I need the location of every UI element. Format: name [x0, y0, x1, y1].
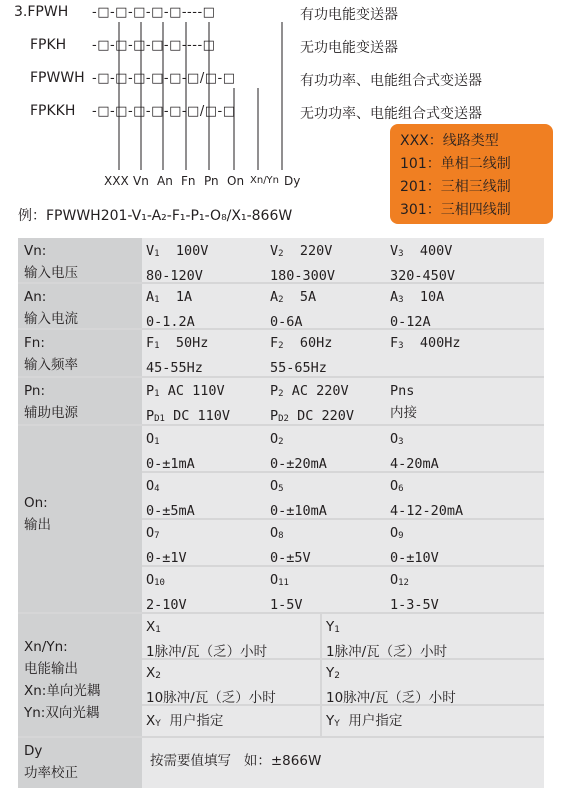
row-head-xn: Xn/Yn: 电能输出 Xn:单向光耦 Yn:双向光耦: [18, 614, 142, 736]
fn-cell-3: F3 400Hz: [386, 330, 544, 376]
row-head-pn: Pn: 辅助电源: [18, 378, 142, 424]
vn-label-cn: 输入电压: [24, 265, 78, 281]
field-xnyn: Xn/Yn: [250, 175, 280, 186]
xn-cell-y2: Y2 10脉冲/瓦（乏）小时: [322, 660, 544, 704]
model-code-fpkh: -□-□-□-□-□----□: [92, 38, 216, 53]
model-desc-fpkh: 无功电能变送器: [300, 40, 398, 56]
model-desc-fpwwh: 有功功率、电能组合式变送器: [300, 73, 482, 89]
model-name-fpwh: 3.FPWH: [14, 4, 69, 20]
on-cell-8: O8 0-±5V: [266, 520, 386, 565]
field-pn: Pn: [204, 174, 219, 188]
an-cell-1: A1 1A 0-1.2A: [142, 284, 266, 328]
example-model: 例：FPWWH201-V₁-A₂-F₁-P₁-O₈/X₁-866W: [18, 208, 293, 224]
pn-cell-1: P1 AC 110V PD1 DC 110V: [142, 378, 266, 424]
row-head-an: An: 输入电流: [18, 284, 142, 328]
field-on: On: [227, 174, 245, 188]
on-cell-3: O3 4-20mA: [386, 426, 544, 471]
on-cell-4: O4 0-±5mA: [142, 473, 266, 518]
on-cell-6: O6 4-12-20mA: [386, 473, 544, 518]
model-name-fpkkh: FPKKH: [30, 103, 76, 119]
xn-cell-xy: XY 用户指定: [142, 706, 320, 736]
legend-201: 201：三相三线制: [400, 179, 511, 195]
vn-cell-2: V2 220V 180-300V: [266, 238, 386, 282]
xn-cell-y1: Y1 1脉冲/瓦（乏）小时: [322, 614, 544, 658]
line-type-legend: [390, 124, 553, 224]
field-an: An: [157, 174, 173, 188]
dy-cell: 按需要值填写 如：±866W: [142, 738, 544, 788]
vn-cell-1: V1 100V 80-120V: [142, 238, 266, 282]
pn-cell-3: Pns 内接: [386, 378, 544, 424]
model-code-fpwwh: -□-□-□-□-□-□/□-□: [92, 71, 236, 86]
fn-cell-2: F2 60Hz 55-65Hz: [266, 330, 386, 376]
vn-cell-3: V3 400V 320-450V: [386, 238, 544, 282]
row-head-vn: [18, 238, 142, 282]
model-desc-fpkkh: 无功功率、电能组合式变送器: [300, 106, 482, 122]
pn-cell-2: P2 AC 220V PD2 DC 220V: [266, 378, 386, 424]
model-code-fpwh: -□-□-□-□-□----□: [92, 5, 216, 20]
model-code-fpkkh: -□-□-□-□-□-□/□-□: [92, 104, 236, 119]
field-dy: Dy: [284, 174, 301, 188]
row-head-on: On: 输出: [18, 426, 142, 612]
an-cell-3: A3 10A 0-12A: [386, 284, 544, 328]
on-cell-5: O5 0-±10mA: [266, 473, 386, 518]
legend-301: 301：三相四线制: [400, 202, 511, 218]
on-cell-9: O9 0-±10V: [386, 520, 544, 565]
on-cell-7: O7 0-±1V: [142, 520, 266, 565]
on-cell-12: O12 1-3-5V: [386, 567, 544, 612]
fn-cell-1: F1 50Hz 45-55Hz: [142, 330, 266, 376]
row-head-dy: Dy 功率校正: [18, 738, 142, 788]
connector-lines: [0, 0, 390, 175]
model-name-fpwwh: FPWWH: [30, 70, 85, 86]
xn-cell-x1: X1 1脉冲/瓦（乏）小时: [142, 614, 320, 658]
vn-label: Vn:: [24, 243, 47, 259]
on-cell-10: O10 2-10V: [142, 567, 266, 612]
legend-title: XXX：线路类型: [400, 133, 499, 149]
model-desc-fpwh: 有功电能变送器: [300, 7, 398, 23]
on-cell-1: O1 0-±1mA: [142, 426, 266, 471]
field-labels: [0, 174, 320, 194]
field-xxx: XXX: [104, 174, 129, 188]
on-cell-2: O2 0-±20mA: [266, 426, 386, 471]
an-cell-2: A2 5A 0-6A: [266, 284, 386, 328]
row-head-fn: Fn: 输入频率: [18, 330, 142, 376]
field-fn: Fn: [181, 174, 196, 188]
model-name-fpkh: FPKH: [30, 37, 67, 53]
xn-cell-yy: YY 用户指定: [322, 706, 544, 736]
on-cell-11: O11 1-5V: [266, 567, 386, 612]
field-vn: Vn: [133, 174, 149, 188]
xn-cell-x2: X2 10脉冲/瓦（乏）小时: [142, 660, 320, 704]
legend-101: 101：单相二线制: [400, 156, 511, 172]
